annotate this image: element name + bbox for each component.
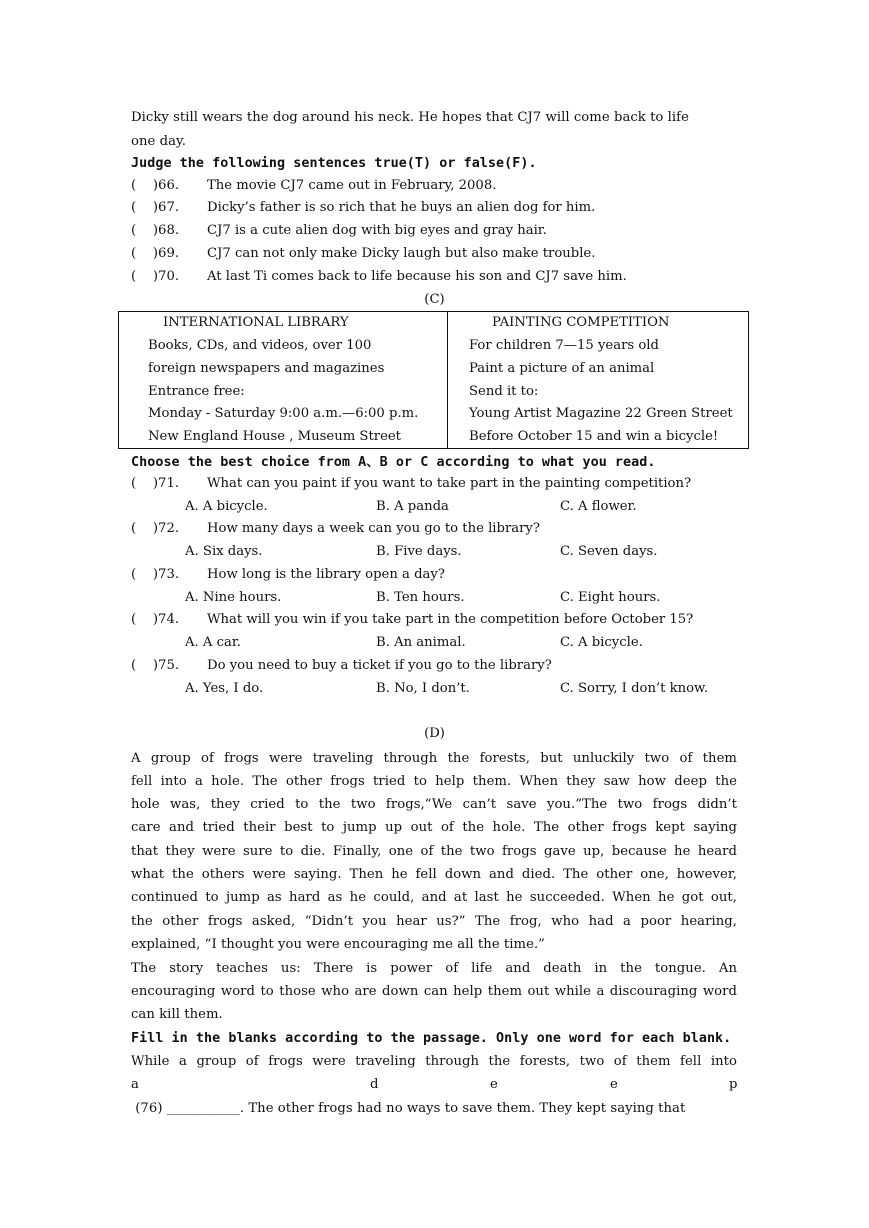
competition-line: Before October 15 and win a bicycle! [469,429,719,444]
fill-line-3: (76) ___________. The other frogs had no ways to save them. They kept saying that [131,1101,686,1116]
option-c: C. Sorry, I don’t know. [560,681,708,696]
question-number: ( )69. [131,246,180,261]
competition-title: PAINTING COMPETITION [492,315,670,330]
intro-line-2: one day. [131,134,187,149]
intro-line-1: Dicky still wears the dog around his neck. He hopes that CJ7 will come back to life [131,110,689,125]
option-b: B. Ten hours. [376,590,465,605]
question-67 [131,199,596,217]
library-title: INTERNATIONAL LIBRARY [163,315,349,330]
spaced-letter: e [490,1077,498,1092]
competition-line: Young Artist Magazine 22 Green Street [469,406,733,421]
question-68 [131,222,547,240]
competition-line: Send it to: [469,384,539,399]
question-66 [131,177,497,195]
notice-table [118,311,749,449]
spaced-letter: a [131,1077,139,1092]
passage-line: explained, “I thought you were encouraging me all the time.” [131,937,545,952]
moral-line: The story teaches us: There is power of life and death in the tongue. An [131,961,737,976]
section-c-heading: (C) [424,292,445,307]
question-text: Dicky’s father is so rich that he buys an alien dog for him. [207,200,596,215]
passage-line: that they were sure to die. Finally, one of the two frogs gave up, because he heard [131,844,737,859]
question-number: ( )74. [131,612,180,627]
option-b: B. Five days. [376,544,462,559]
passage-line: what the others were saying. Then he fell down and died. The other one, however, [131,867,737,882]
library-line: Books, CDs, and videos, over 100 [148,338,372,353]
passage-line: fell into a hole. The other frogs tried to help them. When they saw how deep the [131,774,737,789]
library-line: Entrance free: [148,384,245,399]
question-text: How long is the library open a day? [207,567,445,582]
passage-line: hole was, they cried to the two frogs,“We can’t save you.”The two frogs didn’t [131,797,737,812]
section-d-heading: (D) [424,726,445,741]
passage-line: the other frogs asked, “Didn’t you hear us?” The frog, who had a poor hearing, [131,914,737,929]
question-69 [131,245,596,263]
question-text: How many days a week can you go to the library? [207,521,540,536]
passage-line: continued to jump as hard as he could, and at last he succeeded. When he got out, [131,890,737,905]
option-b: B. An animal. [376,635,466,650]
question-71 [131,475,692,493]
option-b: B. No, I don’t. [376,681,470,696]
option-a: A. Yes, I do. [185,681,264,696]
question-text: Do you need to buy a ticket if you go to the library? [207,658,552,673]
fill-line-1: While a group of frogs were traveling through the forests, two of them fell into [131,1054,737,1069]
competition-line: For children 7—15 years old [469,338,659,353]
question-text: At last Ti comes back to life because his son and CJ7 save him. [207,269,627,284]
table-divider [447,312,448,448]
question-number: ( )66. [131,178,180,193]
question-number: ( )67. [131,200,180,215]
question-number: ( )73. [131,567,180,582]
section-b-instruction: Judge the following sentences true(T) or false(F). [131,156,537,171]
library-line: Monday - Saturday 9:00 a.m.—6:00 p.m. [148,406,419,421]
question-text: CJ7 is a cute alien dog with big eyes and gray hair. [207,223,547,238]
question-73 [131,566,445,584]
question-text: CJ7 can not only make Dicky laugh but also make trouble. [207,246,596,261]
option-c: C. Eight hours. [560,590,661,605]
question-74 [131,611,694,629]
section-d-instruction: Fill in the blanks according to the passage. Only one word for each blank. [131,1031,732,1046]
option-c: C. Seven days. [560,544,658,559]
option-a: A. A car. [185,635,241,650]
option-c: C. A bicycle. [560,635,643,650]
question-75 [131,657,552,675]
option-a: A. Six days. [185,544,263,559]
question-72 [131,520,540,538]
section-c-instruction: Choose the best choice from A、B or C according to what you read. [131,455,656,470]
spaced-letter: p [729,1077,738,1092]
question-text: What will you win if you take part in the competition before October 15? [207,612,694,627]
spaced-letter: e [610,1077,618,1092]
question-70 [131,268,627,286]
competition-line: Paint a picture of an animal [469,361,655,376]
question-number: ( )71. [131,476,180,491]
option-a: A. A bicycle. [185,499,268,514]
library-line: foreign newspapers and magazines [148,361,385,376]
option-c: C. A flower. [560,499,637,514]
passage-line: care and tried their best to jump up out of the hole. The other frogs kept saying [131,820,737,835]
question-number: ( )72. [131,521,180,536]
question-text: The movie CJ7 came out in February, 2008. [207,178,497,193]
spaced-letter: d [370,1077,379,1092]
option-b: B. A panda [376,499,449,514]
question-number: ( )75. [131,658,180,673]
question-number: ( )70. [131,269,180,284]
question-number: ( )68. [131,223,180,238]
option-a: A. Nine hours. [185,590,282,605]
passage-line: A group of frogs were traveling through the forests, but unluckily two of them [131,751,737,766]
moral-line: encouraging word to those who are down can help them out while a discouraging word [131,984,737,999]
library-line: New England House , Museum Street [148,429,401,444]
question-text: What can you paint if you want to take part in the painting competition? [207,476,692,491]
moral-line: can kill them. [131,1007,223,1022]
